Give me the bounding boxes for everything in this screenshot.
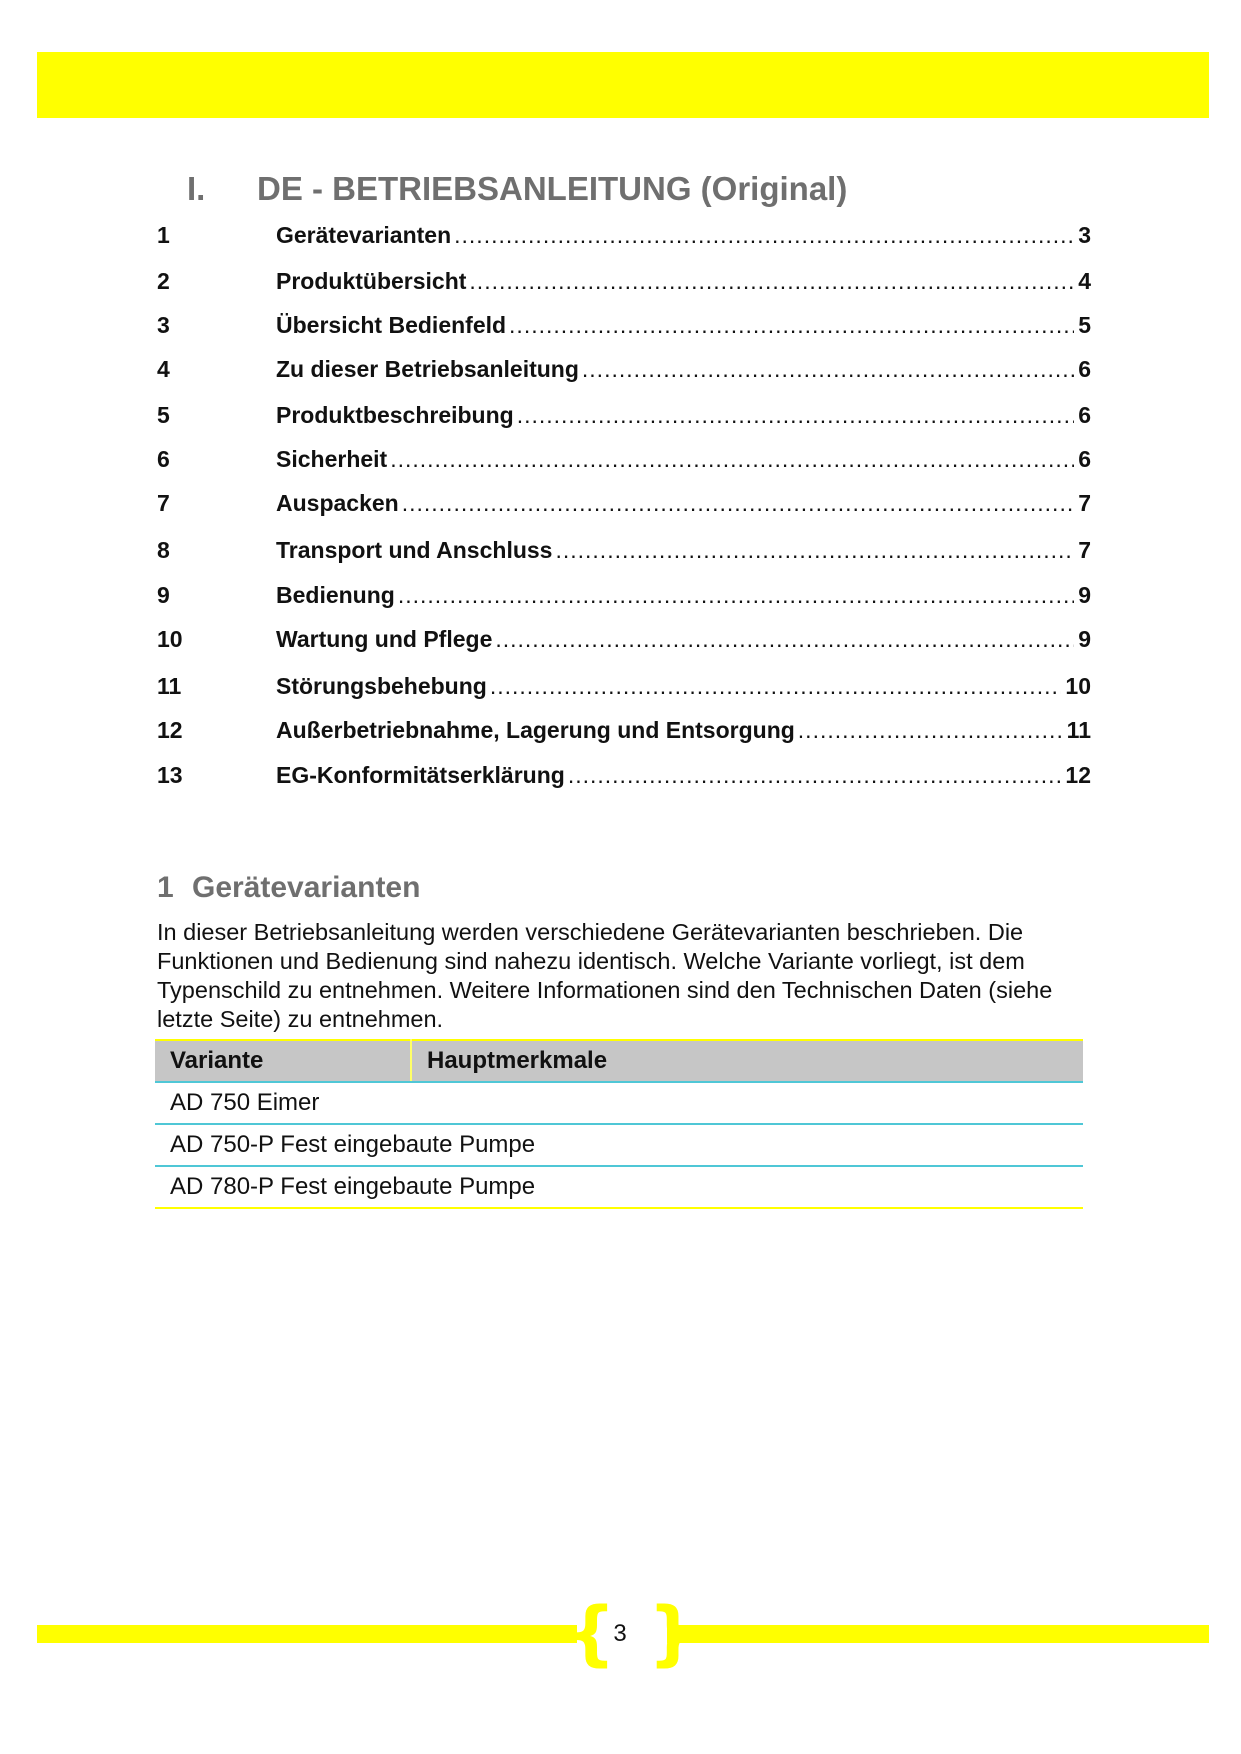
toc-page-number: 6 xyxy=(1078,402,1091,428)
left-brace-icon: { xyxy=(566,1592,616,1674)
toc-page-number: 9 xyxy=(1078,626,1091,652)
toc-leader-dots xyxy=(454,222,1074,249)
toc-page-number: 4 xyxy=(1078,268,1091,294)
toc-title: Übersicht Bedienfeld xyxy=(276,312,507,338)
chapter-roman-numeral: I. xyxy=(187,170,206,207)
table-row xyxy=(155,1082,1083,1124)
toc-number: 6 xyxy=(157,446,170,472)
toc-entry[interactable] xyxy=(157,626,1091,656)
toc-leader-dots xyxy=(495,626,1074,653)
toc-leader-dots xyxy=(798,717,1063,744)
toc-leader-dots xyxy=(402,490,1074,517)
toc-entry[interactable] xyxy=(157,762,1091,792)
intro-paragraph: In dieser Betriebsanleitung werden verschiedene Gerätevarianten beschrieben. Die Funktionen und Bedienung sind nahezu identisch. Welche Variante vorliegt, ist dem Typenschild zu entnehmen. Weitere Informationen sind den Technischen Daten (siehe letzte Seite) zu entnehmen. xyxy=(157,919,1053,1032)
toc-title: Außerbetriebnahme, Lagerung und Entsorgung xyxy=(276,717,795,743)
toc-page-number: 3 xyxy=(1078,222,1091,248)
toc-number: 1 xyxy=(157,222,170,248)
toc-number: 13 xyxy=(157,762,183,788)
toc-leader-dots xyxy=(390,446,1074,473)
toc-page-number: 7 xyxy=(1078,537,1091,563)
toc-page-number: 6 xyxy=(1078,356,1091,382)
toc-entry[interactable] xyxy=(157,312,1091,342)
column-header-variante: Variante xyxy=(155,1040,411,1082)
toc-number: 3 xyxy=(157,312,170,338)
table-cell: AD 780-P Fest eingebaute Pumpe xyxy=(155,1166,1083,1208)
toc-title: Transport und Anschluss xyxy=(276,537,553,563)
toc-entry[interactable] xyxy=(157,356,1091,386)
toc-entry[interactable] xyxy=(157,673,1091,703)
toc-number: 10 xyxy=(157,626,183,652)
section-heading xyxy=(157,871,420,905)
header-band xyxy=(37,52,1209,118)
toc-title: Zu dieser Betriebsanleitung xyxy=(276,356,579,382)
toc-number: 5 xyxy=(157,402,170,428)
toc-leader-dots xyxy=(490,673,1062,700)
toc-leader-dots xyxy=(582,356,1074,383)
table-header-row xyxy=(155,1040,1083,1082)
toc-leader-dots xyxy=(509,312,1074,339)
toc-title: Störungsbehebung xyxy=(276,673,487,699)
toc-entry[interactable] xyxy=(157,446,1091,476)
toc-number: 2 xyxy=(157,268,170,294)
page-title xyxy=(187,170,847,214)
toc-number: 11 xyxy=(157,673,182,699)
toc-number: 7 xyxy=(157,490,170,516)
toc-number: 8 xyxy=(157,537,170,563)
footer-band-left xyxy=(37,1625,577,1643)
toc-title: Produktübersicht xyxy=(276,268,467,294)
page-number: 3 xyxy=(613,1620,627,1647)
table-row xyxy=(155,1124,1083,1166)
toc-number: 9 xyxy=(157,582,170,608)
right-brace-icon: } xyxy=(648,1592,698,1674)
chapter-title: DE - BETRIEBSANLEITUNG (Original) xyxy=(257,170,848,207)
toc-page-number: 10 xyxy=(1065,673,1091,699)
toc-entry[interactable] xyxy=(157,402,1091,432)
toc-leader-dots xyxy=(469,268,1074,295)
toc-leader-dots xyxy=(568,762,1062,789)
toc-entry[interactable] xyxy=(157,268,1091,298)
section-number: 1 xyxy=(157,871,174,904)
footer-band-right xyxy=(667,1625,1209,1643)
toc-title: Gerätevarianten xyxy=(276,222,452,248)
toc-number: 12 xyxy=(157,717,183,743)
toc-page-number: 7 xyxy=(1078,490,1091,516)
toc-entry[interactable] xyxy=(157,582,1091,612)
toc-page-number: 9 xyxy=(1078,582,1091,608)
variant-table xyxy=(155,1039,1083,1209)
table-row xyxy=(155,1166,1083,1208)
toc-number: 4 xyxy=(157,356,170,382)
toc-title: Produktbeschreibung xyxy=(276,402,514,428)
toc-page-number: 12 xyxy=(1065,762,1091,788)
table-cell: AD 750 Eimer xyxy=(155,1082,1083,1124)
toc-title: Auspacken xyxy=(276,490,399,516)
toc-entry[interactable] xyxy=(157,490,1091,520)
toc-title: Bedienung xyxy=(276,582,395,608)
toc-page-number: 5 xyxy=(1078,312,1091,338)
toc-entry[interactable] xyxy=(157,222,1091,252)
toc-leader-dots xyxy=(555,537,1074,564)
toc-entry[interactable] xyxy=(157,537,1091,567)
toc-title: Sicherheit xyxy=(276,446,388,472)
toc-leader-dots xyxy=(517,402,1075,429)
table-cell: AD 750-P Fest eingebaute Pumpe xyxy=(155,1124,1083,1166)
column-header-hauptmerkmale: Hauptmerkmale xyxy=(411,1040,1083,1082)
toc-page-number: 11 xyxy=(1066,717,1091,743)
toc-page-number: 6 xyxy=(1078,446,1091,472)
toc-title: EG-Konformitätserklärung xyxy=(276,762,565,788)
toc-leader-dots xyxy=(398,582,1074,609)
toc-entry[interactable] xyxy=(157,717,1091,747)
toc-title: Wartung und Pflege xyxy=(276,626,493,652)
section-title: Gerätevarianten xyxy=(192,871,421,904)
